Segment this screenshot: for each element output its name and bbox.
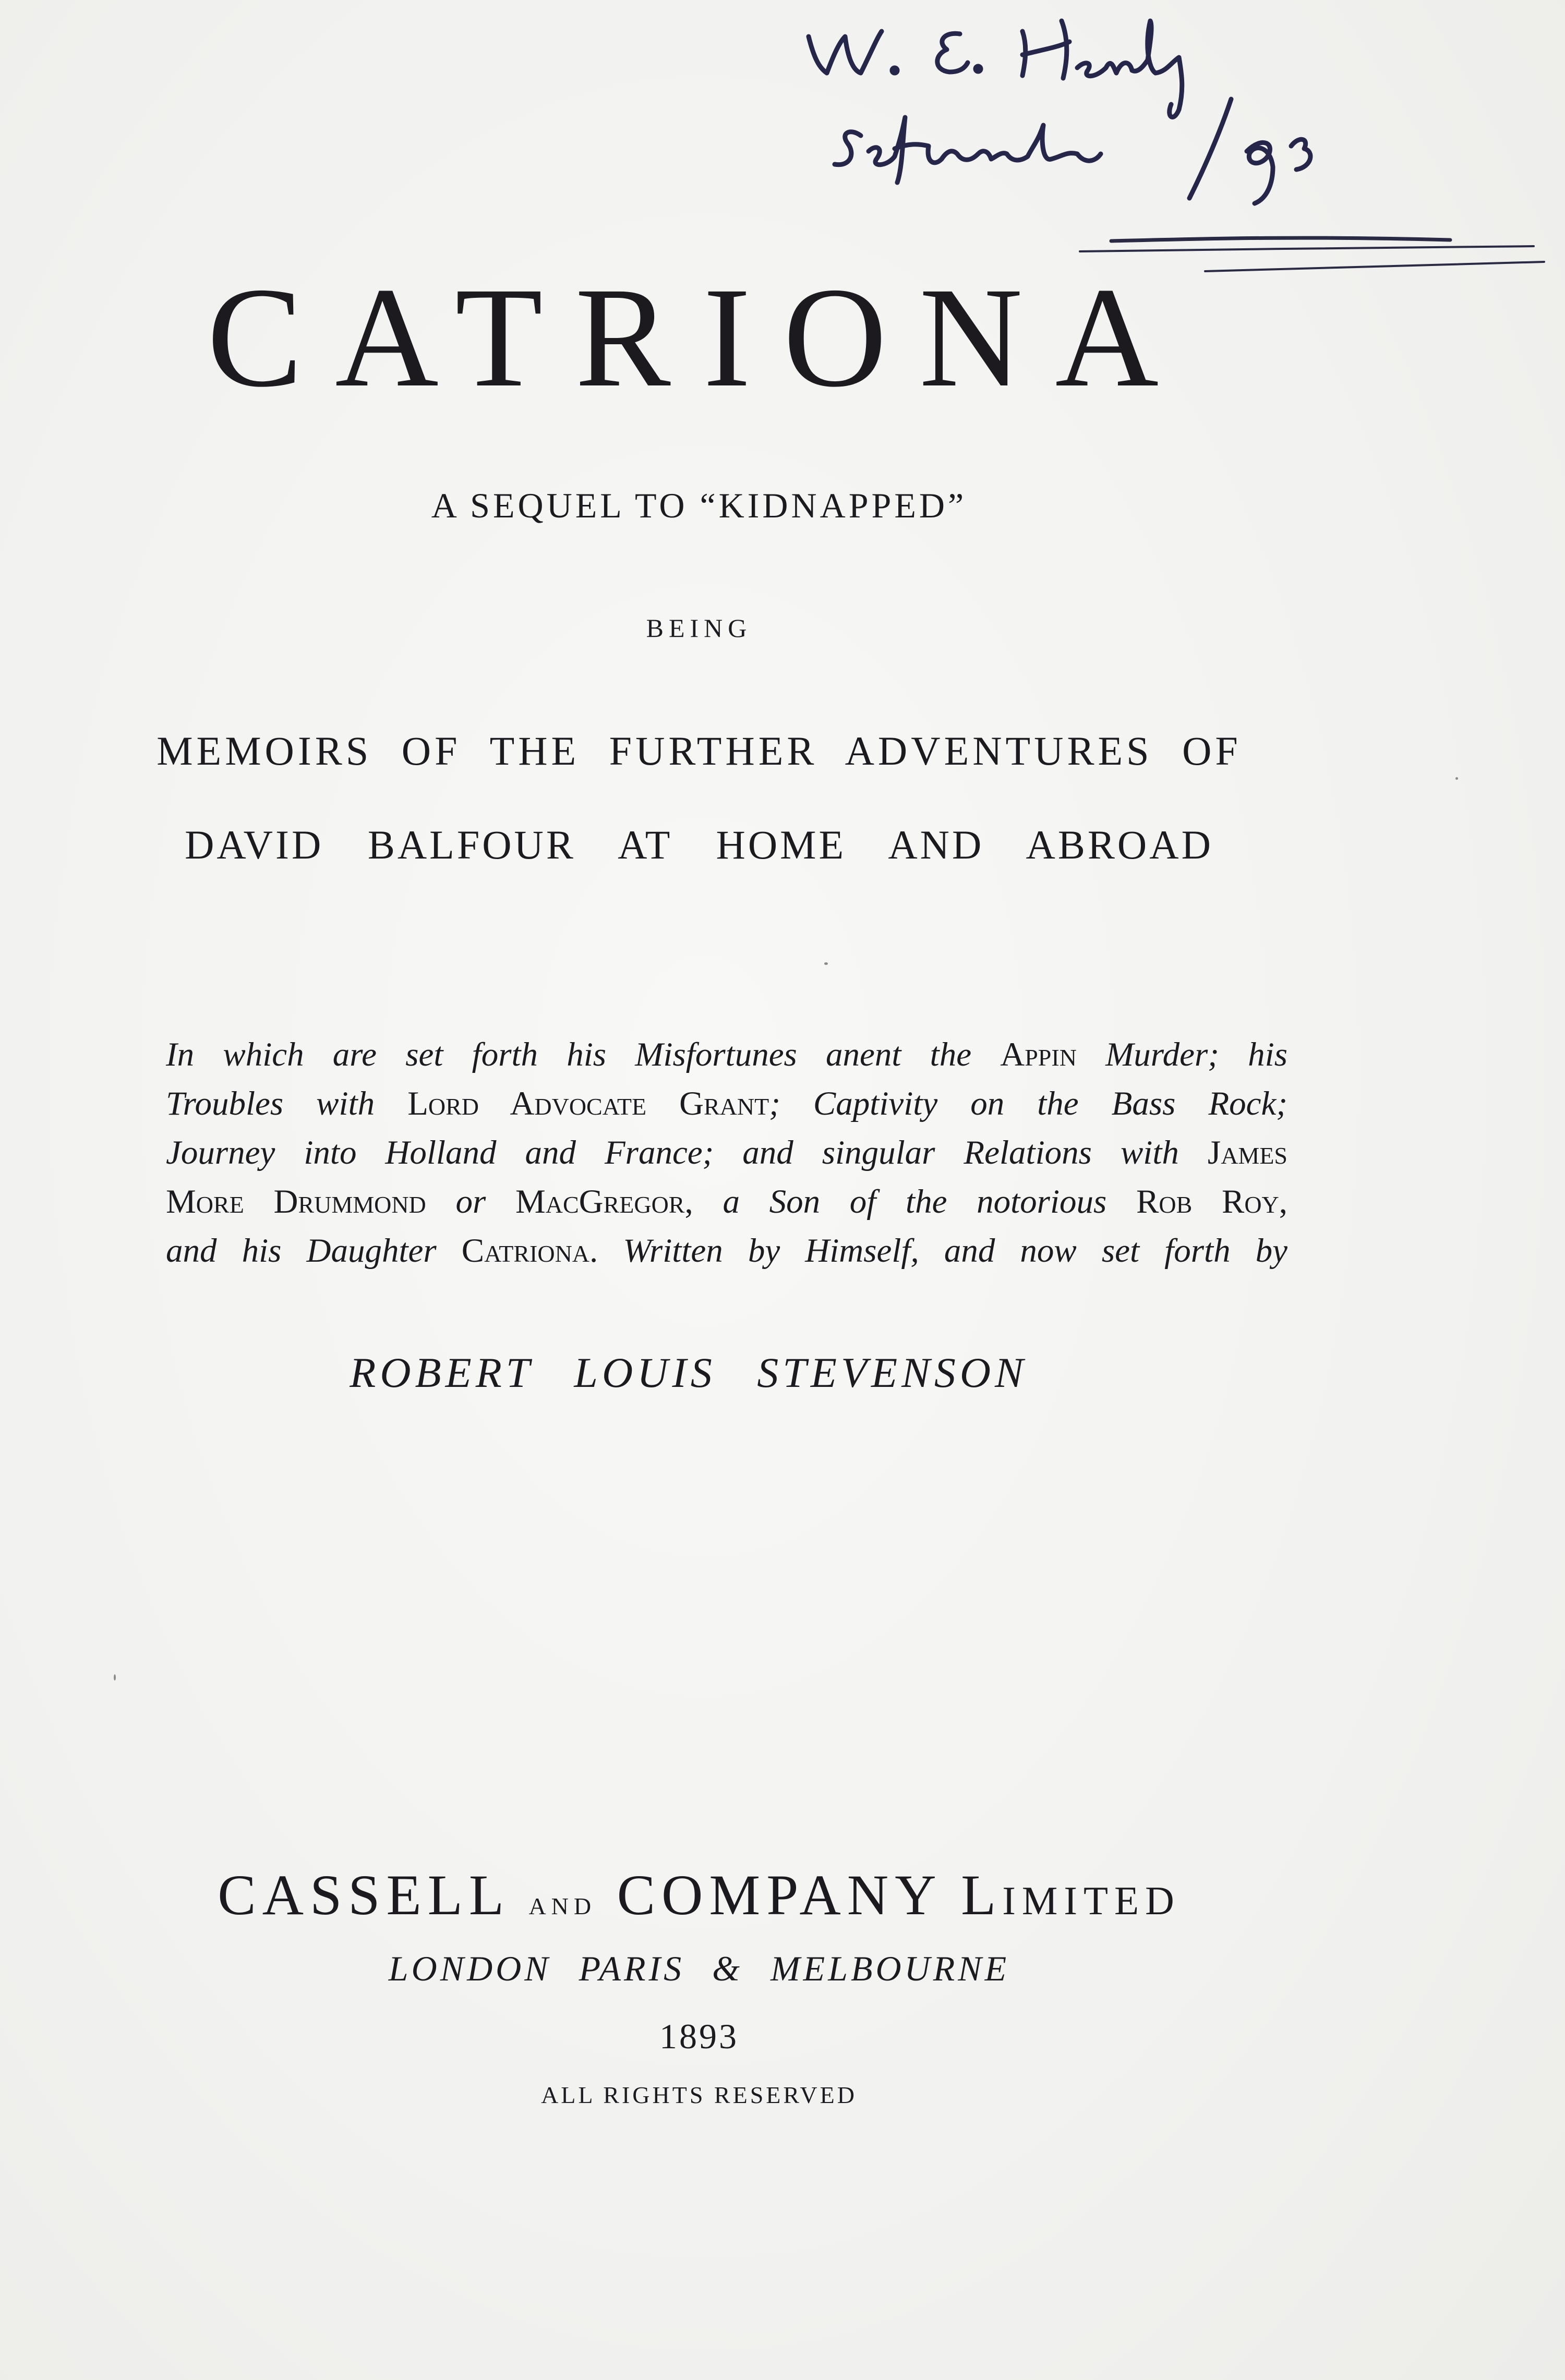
rights-notice: ALL RIGHTS RESERVED — [541, 2082, 857, 2108]
description-paragraph — [166, 1030, 1287, 1275]
publisher-cities: LONDON PARIS & MELBOURNE — [388, 1949, 1010, 1988]
description-text: ; Captivity on the Bass Rock; — [769, 1085, 1288, 1122]
description-smallcaps: Appin — [1000, 1036, 1077, 1073]
description-text: or — [455, 1183, 486, 1221]
description-text: Written by Himself, and now set forth by — [623, 1232, 1288, 1270]
memoirs-line-1: MEMOIRS OF THE FURTHER ADVENTURES OF — [156, 728, 1242, 774]
subtitle: A SEQUEL TO “KIDNAPPED” — [431, 486, 967, 525]
paper-speck — [824, 962, 828, 965]
description-smallcaps: Lord Advocate Grant — [407, 1085, 769, 1122]
description-line — [166, 1226, 1287, 1275]
memoirs-line-2: DAVID BALFOUR AT HOME AND ABROAD — [185, 822, 1213, 867]
description-smallcaps: Catriona. — [461, 1232, 598, 1270]
description-line — [166, 1128, 1287, 1177]
publisher-name: CASSELL — [218, 1863, 508, 1927]
description-smallcaps: MacGregor, — [515, 1183, 693, 1221]
publication-year: 1893 — [659, 2016, 739, 2056]
description-smallcaps: More Drummond — [166, 1183, 426, 1221]
description-smallcaps: James — [1207, 1134, 1288, 1171]
description-line — [166, 1079, 1287, 1128]
publisher-and: and — [528, 1884, 597, 1922]
description-text: a Son of the notorious — [723, 1183, 1107, 1221]
description-smallcaps: Rob Roy, — [1136, 1183, 1288, 1221]
being-label: BEING — [646, 613, 752, 643]
publisher-company: COMPANY — [617, 1863, 941, 1927]
paper-speck — [1455, 777, 1458, 780]
description-text: Troubles with — [166, 1085, 375, 1122]
publisher-limited: Limited — [961, 1863, 1181, 1927]
description-text: Journey into Holland and France; and singular Relations with — [166, 1134, 1179, 1171]
author-name: ROBERT LOUIS STEVENSON — [350, 1349, 1028, 1396]
description-text: and his Daughter — [166, 1232, 437, 1270]
description-line — [166, 1177, 1287, 1226]
description-line — [166, 1030, 1287, 1079]
paper-speck — [114, 1674, 116, 1681]
description-text: Murder; his — [1105, 1036, 1287, 1073]
description-text: In which are set forth his Misfortunes anent the — [166, 1036, 972, 1073]
publisher-line — [0, 1862, 1398, 1928]
book-title: CATRIONA — [207, 258, 1191, 417]
